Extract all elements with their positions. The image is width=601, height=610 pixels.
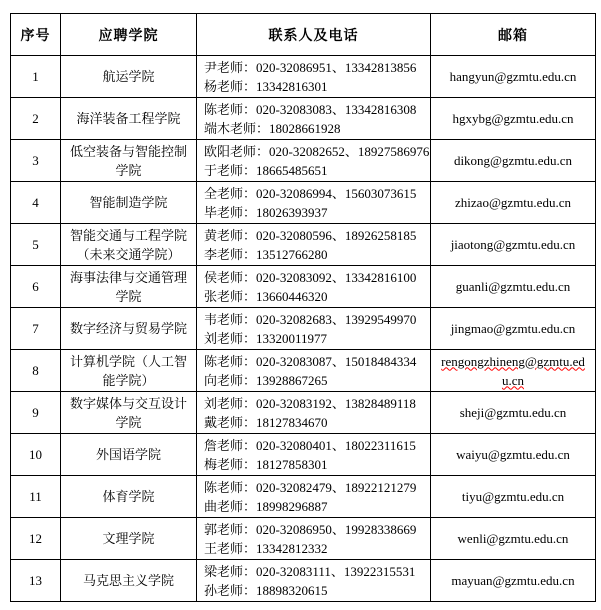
- cell-email: [431, 560, 596, 602]
- cell-email: [431, 56, 596, 98]
- table-row: [11, 350, 596, 392]
- header-row: [11, 14, 596, 56]
- table-row: [11, 560, 596, 602]
- contact-line-2: 张老师：13660446320: [204, 288, 328, 304]
- email-text: hgxybg@gzmtu.edu.cn: [452, 111, 574, 126]
- cell-college-name: 数字媒体与交互设计学院: [61, 392, 197, 434]
- table-row: [11, 434, 596, 476]
- contact-line-1: 全老师：020-32086994、15603073615: [204, 185, 417, 201]
- cell-email: [431, 392, 596, 434]
- cell-email: [431, 182, 596, 224]
- contact-line-2: 戴老师：18127834670: [204, 414, 328, 430]
- cell-email: [431, 308, 596, 350]
- table-row: [11, 392, 596, 434]
- table-row: [11, 224, 596, 266]
- contact-line-1: 欧阳老师：020-32082652、18927586976: [204, 143, 430, 159]
- cell-email: [431, 224, 596, 266]
- contact-line-2: 杨老师：13342816301: [204, 78, 328, 94]
- contact-line-2: 端木老师：18028661928: [204, 120, 341, 136]
- email-text: waiyu@gzmtu.edu.cn: [456, 447, 570, 462]
- contact-line-1: 梁老师：020-32083111、13922315531: [204, 563, 416, 579]
- cell-college-name: 体育学院: [61, 476, 197, 518]
- cell-contact-info: [197, 560, 431, 602]
- cell-college-name: 马克思主义学院: [61, 560, 197, 602]
- cell-contact-info: [197, 224, 431, 266]
- cell-row-number: 13: [11, 560, 61, 602]
- cell-row-number: 1: [11, 56, 61, 98]
- cell-email: [431, 350, 596, 392]
- cell-row-number: 11: [11, 476, 61, 518]
- cell-contact-info: [197, 182, 431, 224]
- cell-college-name: 海洋装备工程学院: [61, 98, 197, 140]
- cell-college-name: 计算机学院（人工智能学院）: [61, 350, 197, 392]
- email-text: jingmao@gzmtu.edu.cn: [450, 321, 576, 336]
- cell-college-name: 数字经济与贸易学院: [61, 308, 197, 350]
- table-row: [11, 308, 596, 350]
- cell-college-name: 低空装备与智能控制学院: [61, 140, 197, 182]
- cell-row-number: 5: [11, 224, 61, 266]
- column-header-email: 邮箱: [431, 14, 596, 56]
- table-row: [11, 140, 596, 182]
- contact-line-2: 李老师：13512766280: [204, 246, 328, 262]
- cell-row-number: 2: [11, 98, 61, 140]
- table-row: [11, 518, 596, 560]
- cell-row-number: 12: [11, 518, 61, 560]
- email-text: hangyun@gzmtu.edu.cn: [449, 69, 577, 84]
- contact-line-1: 韦老师：020-32082683、13929549970: [204, 311, 417, 327]
- cell-college-name: 文理学院: [61, 518, 197, 560]
- contact-line-1: 侯老师：020-32083092、13342816100: [204, 269, 417, 285]
- cell-contact-info: [197, 434, 431, 476]
- contact-line-2: 于老师：18665485651: [204, 162, 328, 178]
- cell-row-number: 9: [11, 392, 61, 434]
- cell-college-name: 外国语学院: [61, 434, 197, 476]
- table-row: [11, 476, 596, 518]
- cell-email: [431, 266, 596, 308]
- cell-email: [431, 140, 596, 182]
- cell-row-number: 10: [11, 434, 61, 476]
- contact-line-1: 陈老师：020-32083083、13342816308: [204, 101, 417, 117]
- cell-email: [431, 434, 596, 476]
- email-text: jiaotong@gzmtu.edu.cn: [450, 237, 576, 252]
- table-row: [11, 56, 596, 98]
- contact-line-1: 陈老师：020-32082479、18922121279: [204, 479, 417, 495]
- email-text: dikong@gzmtu.edu.cn: [453, 153, 573, 168]
- table-row: [11, 98, 596, 140]
- cell-row-number: 4: [11, 182, 61, 224]
- email-text: zhizao@gzmtu.edu.cn: [455, 195, 571, 210]
- contact-line-1: 郭老师：020-32086950、19928338669: [204, 521, 417, 537]
- contact-table-container: [10, 13, 596, 602]
- cell-contact-info: [197, 350, 431, 392]
- cell-email: [431, 98, 596, 140]
- cell-contact-info: [197, 476, 431, 518]
- contact-line-1: 刘老师：020-32083192、13828489118: [204, 395, 416, 411]
- cell-row-number: 8: [11, 350, 61, 392]
- cell-email: [431, 476, 596, 518]
- cell-row-number: 7: [11, 308, 61, 350]
- table-body: [11, 56, 596, 602]
- cell-college-name: 海事法律与交通管理学院: [61, 266, 197, 308]
- cell-college-name: 航运学院: [61, 56, 197, 98]
- contact-line-1: 尹老师：020-32086951、13342813856: [204, 59, 417, 75]
- table-row: [11, 266, 596, 308]
- cell-contact-info: [197, 266, 431, 308]
- contact-line-1: 黄老师：020-32080596、18926258185: [204, 227, 417, 243]
- cell-college-name: 智能交通与工程学院（未来交通学院）: [61, 224, 197, 266]
- contact-line-2: 王老师：13342812332: [204, 540, 328, 556]
- email-text: mayuan@gzmtu.edu.cn: [451, 573, 575, 588]
- cell-row-number: 3: [11, 140, 61, 182]
- cell-contact-info: [197, 98, 431, 140]
- cell-contact-info: [197, 140, 431, 182]
- email-text: guanli@gzmtu.edu.cn: [455, 279, 571, 294]
- contact-line-2: 孙老师：18898320615: [204, 582, 328, 598]
- contact-line-1: 詹老师：020-32080401、18022311615: [204, 437, 416, 453]
- contact-line-2: 向老师：13928867265: [204, 372, 328, 388]
- column-header-contact: 联系人及电话: [197, 14, 431, 56]
- contact-line-2: 毕老师：18026393937: [204, 204, 328, 220]
- contact-line-1: 陈老师：020-32083087、15018484334: [204, 353, 417, 369]
- cell-email: [431, 518, 596, 560]
- email-text: sheji@gzmtu.edu.cn: [459, 405, 567, 420]
- email-text: wenli@gzmtu.edu.cn: [457, 531, 569, 546]
- email-text: rengongzhineng@gzmtu.edu.cn: [441, 353, 585, 388]
- cell-contact-info: [197, 308, 431, 350]
- column-header-college: 应聘学院: [61, 14, 197, 56]
- cell-row-number: 6: [11, 266, 61, 308]
- contact-line-2: 曲老师：18998296887: [204, 498, 328, 514]
- cell-contact-info: [197, 392, 431, 434]
- table-row: [11, 182, 596, 224]
- column-header-number: 序号: [11, 14, 61, 56]
- cell-contact-info: [197, 56, 431, 98]
- contact-line-2: 梅老师：18127858301: [204, 456, 328, 472]
- college-contact-table: [10, 13, 596, 602]
- cell-college-name: 智能制造学院: [61, 182, 197, 224]
- contact-line-2: 刘老师：13320011977: [204, 330, 328, 346]
- email-text: tiyu@gzmtu.edu.cn: [461, 489, 565, 504]
- cell-contact-info: [197, 518, 431, 560]
